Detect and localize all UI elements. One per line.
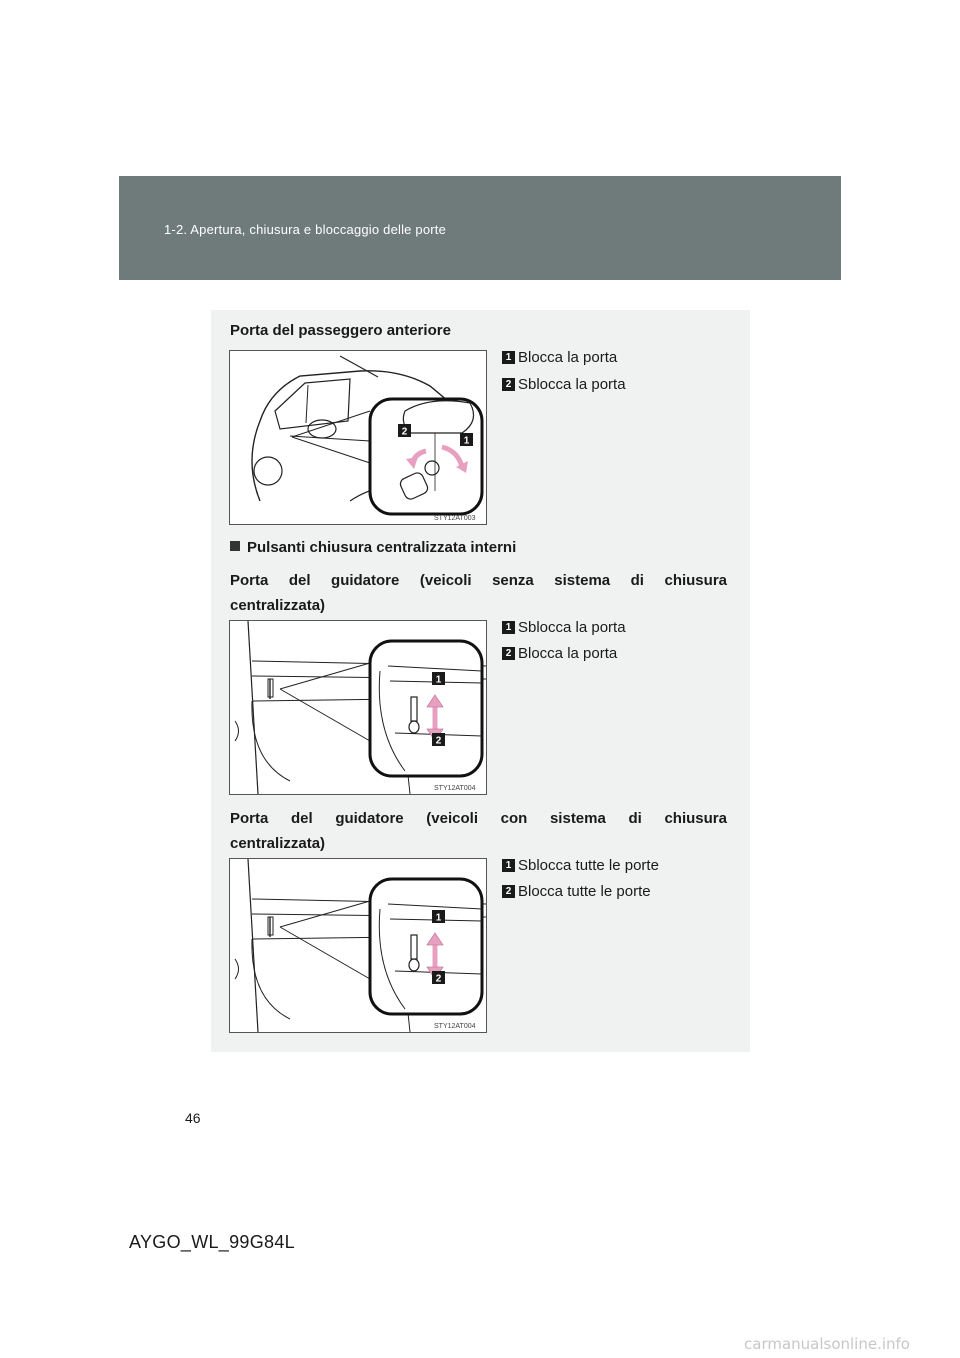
number-badge-icon: 1 (502, 351, 515, 364)
figure-passenger-door-key (229, 350, 487, 525)
legend-text: Sblocca tutte le porte (518, 857, 659, 874)
svg-text:2: 2 (435, 735, 442, 747)
image-code: STY12AT004 (434, 785, 476, 792)
central-lock-button-illustration (230, 859, 486, 1032)
heading-driver-door-central-lock: Porta del guidatore (veicoli con sistema di chiusura centralizzata) (230, 810, 727, 852)
page-number: 46 (185, 1110, 201, 1126)
image-code: STY12AT003 (434, 515, 476, 522)
number-badge-icon: 1 (502, 621, 515, 634)
heading-driver-door-no-central-lock: Porta del guidatore (veicoli senza sistema di chiusura centralizzata) (230, 572, 727, 614)
image-code: STY12AT004 (434, 1023, 476, 1030)
legend-item (502, 857, 659, 874)
svg-text:1: 1 (463, 435, 470, 447)
legend-text: Blocca la porta (518, 349, 618, 366)
square-bullet-icon (230, 541, 240, 551)
legend-item (502, 376, 626, 393)
legend-item (502, 883, 651, 900)
legend-text: Sblocca la porta (518, 376, 626, 393)
section-header-band (119, 176, 841, 280)
legend-item (502, 619, 626, 636)
car-door-key-illustration (230, 351, 486, 524)
number-badge-icon: 1 (502, 859, 515, 872)
figure-driver-door-lock-button (229, 620, 487, 795)
legend-text: Blocca tutte le porte (518, 883, 651, 900)
number-badge-icon: 2 (502, 885, 515, 898)
legend-item (502, 645, 617, 662)
legend-item (502, 349, 617, 366)
heading-front-passenger-door: Porta del passeggero anteriore (230, 322, 451, 339)
number-badge-icon: 2 (502, 378, 515, 391)
watermark: carmanualsonline.info (744, 1335, 910, 1353)
bullet-heading (230, 539, 516, 556)
door-lock-button-illustration (230, 621, 486, 794)
svg-text:2: 2 (435, 973, 442, 985)
svg-text:1: 1 (435, 674, 442, 686)
svg-text:1: 1 (435, 912, 442, 924)
legend-text: Sblocca la porta (518, 619, 626, 636)
number-badge-icon: 2 (502, 647, 515, 660)
legend-text: Blocca la porta (518, 645, 618, 662)
bullet-heading-text: Pulsanti chiusura centralizzata interni (247, 539, 517, 556)
section-title: 1-2. Apertura, chiusura e bloccaggio delle porte (164, 222, 447, 237)
document-code: AYGO_WL_99G84L (129, 1232, 295, 1252)
figure-driver-door-central-lock-button (229, 858, 487, 1033)
svg-text:2: 2 (401, 426, 408, 438)
